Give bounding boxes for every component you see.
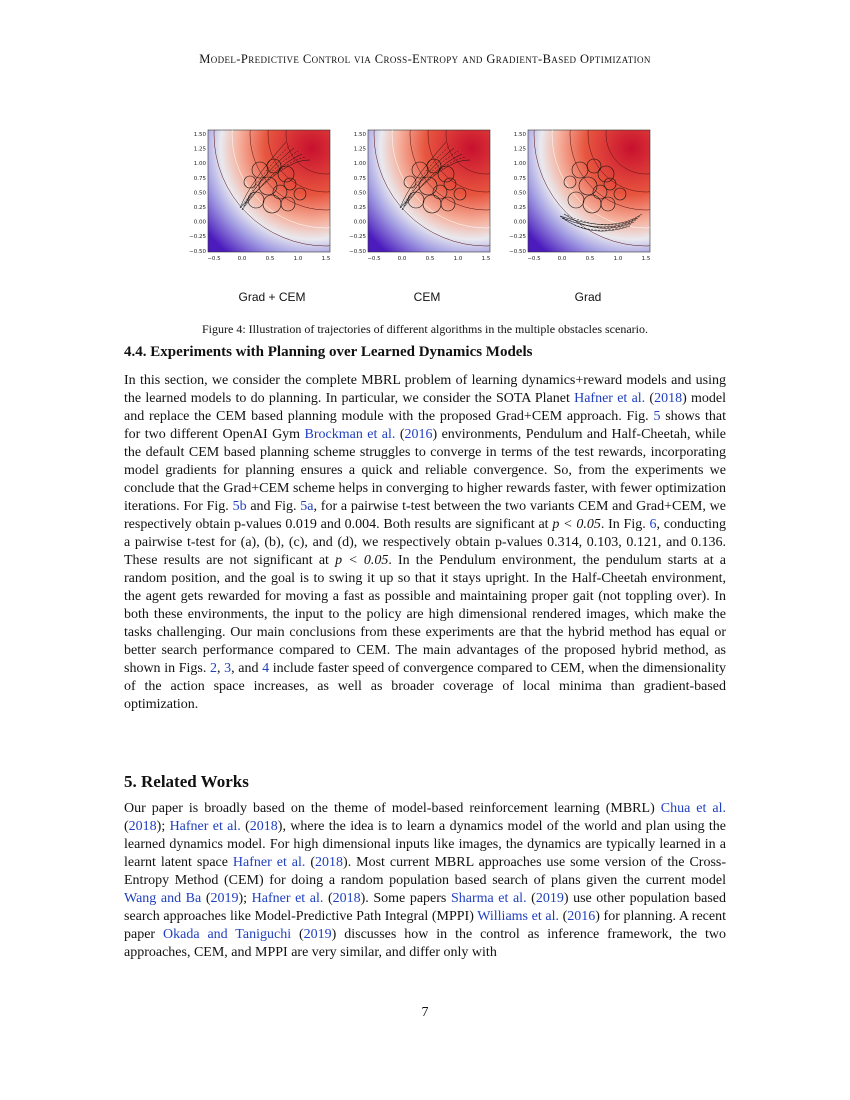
x-tick-label: 0.5	[585, 256, 595, 262]
math-inline: p < 0.05	[335, 553, 389, 568]
y-tick-label: −0.50	[349, 248, 366, 255]
x-tick-label: 1.5	[321, 256, 331, 262]
x-tick-label: 1.5	[481, 256, 491, 262]
citation-link[interactable]: Brockman et al.	[304, 427, 396, 442]
citation-link[interactable]: 2019	[210, 891, 239, 906]
y-tick-label: 0.00	[193, 219, 206, 226]
figure-ref-link[interactable]: 4	[262, 661, 270, 676]
y-tick-label: 0.50	[353, 190, 366, 197]
plot-cem	[350, 122, 500, 272]
citation-link[interactable]: 2018	[249, 819, 278, 834]
y-tick-label: −0.50	[189, 248, 206, 255]
citation-link[interactable]: Hafner et al.	[574, 391, 646, 406]
citation-link[interactable]: 2019	[303, 927, 332, 942]
y-tick-label: 1.25	[513, 146, 526, 153]
y-tick-label: 1.00	[353, 161, 366, 168]
plot-grad-cem	[190, 122, 340, 272]
y-tick-label: 1.50	[513, 132, 526, 138]
y-tick-label: 1.50	[353, 132, 366, 138]
figure-4	[190, 122, 670, 312]
citation-link[interactable]: Hafner et al.	[251, 891, 324, 906]
citation-link[interactable]: 2016	[567, 909, 596, 924]
citation-link[interactable]: Chua et al.	[660, 801, 726, 816]
section-heading-5: 5. Related Works	[124, 772, 249, 791]
x-tick-label: −0.5	[367, 256, 381, 262]
running-head: Model-Predictive Control via Cross-Entropy and Gradient-Based Optimization	[199, 52, 651, 66]
y-tick-label: −0.25	[509, 234, 526, 241]
citation-link[interactable]: Hafner et al.	[232, 855, 306, 870]
x-tick-label: 1.0	[293, 256, 303, 262]
y-tick-label: 0.50	[513, 190, 526, 197]
cost-heatmap	[368, 130, 490, 252]
citation-link[interactable]: Hafner et al.	[169, 819, 241, 834]
x-tick-label: 0.0	[397, 256, 407, 262]
figure-ref-link[interactable]: 5	[653, 409, 661, 424]
y-tick-label: 0.75	[353, 175, 366, 182]
math-inline: p < 0.05	[552, 517, 601, 532]
figure-ref-link[interactable]: 6	[649, 517, 657, 532]
y-tick-label: 1.00	[193, 161, 206, 168]
figure-ref-link[interactable]: 2	[209, 661, 217, 676]
plot-label-grad: Grad	[574, 290, 602, 304]
y-tick-label: 1.25	[193, 146, 206, 153]
citation-link[interactable]: 2018	[332, 891, 361, 906]
section-heading-4-4: 4.4. Experiments with Planning over Learned Dynamics Models	[124, 344, 533, 360]
citation-link[interactable]: Wang and Ba	[124, 891, 202, 906]
page-number: 7	[421, 1005, 429, 1020]
citation-link[interactable]: Sharma et al.	[450, 891, 527, 906]
x-tick-label: −0.5	[207, 256, 221, 262]
x-tick-label: 1.0	[453, 256, 463, 262]
y-tick-label: 0.00	[513, 219, 526, 226]
trajectory-plot	[350, 122, 500, 272]
section-5-paragraph: Our paper is broadly based on the theme of model-based reinforcement learning (MBRL) Chua et al. (2018); Hafner et al. (2018), where the idea is to learn a dynamics model of the world and plan using the learned dynamics model. For high dimensional inputs like images, the dynamics are typically learned in a learnt latent space Hafner et al. (2018). Most current MBRL approaches use some version of the Cross-Entropy Method (CEM) for doing a random population based search of plans given the current model Wang and Ba (2019); Hafner et al. (2018). Some papers Sharma et al. (2019) use other population based search approaches like Model-Predictive Path Integral (MPPI) Williams et al. (2016) for planning. A recent paper Okada and Taniguchi (2019) discusses how in the control as inference framework, the two approaches, CEM, and MPPI are very similar, and differ only with	[124, 801, 727, 960]
x-tick-label: −0.5	[527, 256, 541, 262]
y-tick-label: −0.25	[189, 234, 206, 241]
plot-grad	[510, 122, 660, 272]
y-tick-label: 0.25	[353, 205, 366, 211]
y-tick-label: −0.50	[509, 248, 526, 255]
figure-ref-link[interactable]: 3	[224, 661, 232, 676]
plot-label-grad-cem: Grad + CEM	[238, 290, 306, 304]
figure-caption: Figure 4: Illustration of trajectories of different algorithms in the multiple obstacles scenario.	[202, 322, 648, 336]
citation-link[interactable]: 2018	[315, 855, 344, 870]
y-tick-label: 1.50	[193, 132, 206, 138]
section-4-4-paragraph: In this section, we consider the complete MBRL problem of learning dynamics+reward models and using the learned models to do planning. In particular, we consider the SOTA Planet Hafner et al. (2018) model and replace the CEM based planning module with the proposed Grad+CEM approach. Fig. 5 shows that for two different OpenAI Gym Brockman et al. (2016) environments, Pendulum and Half-Cheetah, while the default CEM based planning scheme struggles to converge in terms of the test rewards, incorporating model gradients for planning ensures a quick and reliable convergence. So, from the experiments we conclude that the Grad+CEM scheme helps in converging to higher rewards faster, with fewer optimization iterations. For Fig. 5b and Fig. 5a, for a pairwise t-test between the two variants CEM and Grad+CEM, we respectively obtain p-values 0.019 and 0.004. Both results are significant at p < 0.05. In Fig. 6, conducting a pairwise t-test for (a), (b), (c), and (d), we respectively obtain p-values 0.314, 0.103, 0.121, and 0.136. These results are not significant at p < 0.05. In the Pendulum environment, the pendulum starts at a random position, and the goal is to swing it up so that it stays upright. In the Half-Cheetah environment, the agent gets rewarded for moving a fast as possible and maintaining proper gait (not toppling over). In both these environments, the input to the policy are high dimensional rendered images, which make the tasks challenging. Our main conclusions from these experiments are that the hybrid method has equal or better search performance compared to CEM. The main advantages of the proposed hybrid method, as shown in Figs. 2, 3, and 4 include faster speed of convergence compared to CEM, when the dimensionality of the action space increases, as well as broader coverage of local minima than gradient-based optimization.	[124, 373, 727, 712]
citation-link[interactable]: 2018	[654, 391, 683, 406]
citation-link[interactable]: 2018	[128, 819, 157, 834]
y-tick-label: 0.25	[193, 205, 206, 211]
y-tick-label: 0.75	[193, 175, 206, 182]
citation-link[interactable]: 2019	[535, 891, 564, 906]
plot-label-cem: CEM	[413, 290, 441, 304]
x-tick-label: 0.0	[237, 256, 247, 262]
cost-heatmap	[528, 130, 650, 252]
trajectory-plot	[190, 122, 340, 272]
y-tick-label: −0.25	[349, 234, 366, 241]
y-tick-label: 1.00	[513, 161, 526, 168]
x-tick-label: 1.0	[613, 256, 623, 262]
y-tick-label: 0.75	[513, 175, 526, 182]
citation-link[interactable]: Okada and Taniguchi	[163, 927, 292, 942]
x-tick-label: 0.5	[425, 256, 435, 262]
x-tick-label: 0.5	[265, 256, 275, 262]
figure-ref-link[interactable]: 5b	[232, 499, 247, 514]
x-tick-label: 1.5	[641, 256, 651, 262]
y-tick-label: 0.00	[353, 219, 366, 226]
y-tick-label: 1.25	[353, 146, 366, 153]
cost-heatmap	[208, 130, 330, 252]
citation-link[interactable]: Williams et al.	[477, 909, 559, 924]
y-tick-label: 0.50	[193, 190, 206, 197]
citation-link[interactable]: 2016	[404, 427, 433, 442]
y-tick-label: 0.25	[513, 205, 526, 211]
figure-ref-link[interactable]: 5a	[300, 499, 314, 514]
x-tick-label: 0.0	[557, 256, 567, 262]
trajectory-plot	[510, 122, 660, 272]
